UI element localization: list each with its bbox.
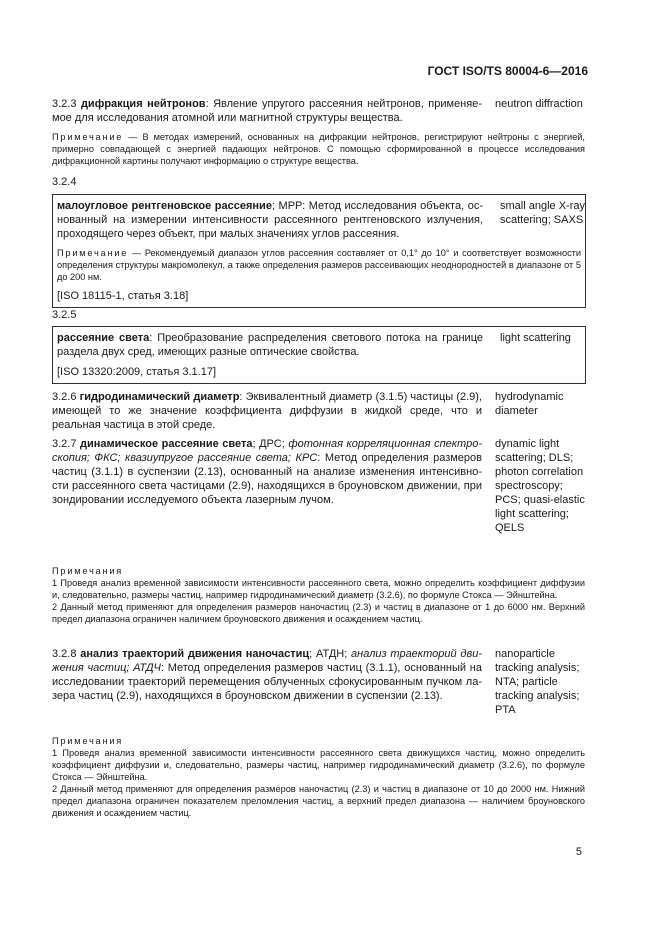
term-note [52, 131, 585, 167]
term-number: 3.2.4 [52, 176, 77, 188]
term-notes [52, 565, 585, 625]
term-note [57, 247, 581, 283]
term-box [52, 194, 586, 308]
term-def-text: : Метод определения размеров частиц (3.1.1), основанный на исследовании траекторий перемещения облученных сфокусированным пучком лазера частиц (2.9), находящихся в броуновском движении в суспензии (2.13). [52, 662, 482, 702]
term-source-ref: [ISO 18115-1, статья 3.18] [57, 290, 189, 302]
term-number: 3.2.5 [52, 309, 77, 321]
term-box [52, 326, 586, 384]
term-def-text: ; МРР: Метод исследования объекта, основанный на измерении интенсивности рассеянного рентгеновского излучения, проходящего через объект, при малых значениях углов рассеяния. [57, 200, 483, 240]
note-text: — Рекомендуемый диапазон углов рассеяния составляет от 0,1° до 10° и соответствует возможности определения структуры макромолекул, а также определения размеров рассеивающих неоднородностей в диапазоне от 5 до 200 нм. [57, 248, 581, 282]
notes-label: Примечания [52, 566, 124, 576]
term-def-text: : Явление упругого рассеяния нейтронов, применяемое для исследования атомной или магнитной структуры вещества. [52, 98, 483, 124]
note-item: 1 Проведя анализ временной зависимости интенсивности рассеянного света движущихся частиц, можно определить коэффициент диффузии и, следовательно, размеры частиц, например гидродинамический диаметр (3.2.6), по формуле Стокса — Эйнштейна. [52, 748, 585, 782]
term-definition [52, 390, 482, 432]
term-number: 3.2.6 [52, 391, 77, 403]
term-english: neutron diffraction [495, 98, 583, 110]
term-3-2-7 [52, 437, 585, 625]
document-header: ГОСТ ISO/TS 80004-6—2016 [427, 64, 588, 78]
term-name: дифракция нейтронов [80, 98, 206, 110]
term-definition [52, 97, 482, 125]
term-number: 3.2.7 [52, 438, 77, 450]
term-english: nanoparticle tracking analysis; NTA; particle tracking analysis; PTA [495, 648, 580, 716]
term-def-text: : Преобразование распределения светового потока на границе раздела двух сред, имеющих разные оптические свойства. [57, 332, 483, 358]
term-definition [52, 437, 482, 507]
term-synonyms: фотонная корреляционная спектроскопия; ФКС; квазиупругое рассеяние света; КРС [52, 438, 483, 464]
term-name: малоугловое рентгеновское рассеяние [57, 200, 272, 212]
term-synonyms: анализ траекторий движения частиц; АТДЧ [52, 648, 483, 674]
term-3-2-3 [52, 97, 585, 167]
note-item: 2 Данный метод применяют для определения размеров наночастиц (2.3) и частиц в диапазоне от 10 до 2000 нм. Нижний предел диапазона ограничен показателем преломления частиц, а верхний предел диапазона — наличием броуновского движения и осаждением частиц. [52, 784, 585, 818]
note-label: Примечание [57, 248, 129, 258]
term-english: dynamic light scattering; DLS; photon correlation spectroscopy; PCS; quasi-elastic light scattering; QELS [495, 438, 585, 534]
term-def-text: : Метод определения размеров частиц (3.1.1) в суспензии (2.13), основанный на анализе изменения интенсивности рассеянного света частицами (2.9), находящихся в броуновском движении, при зондировании исследуемого объекта лазерным лучом. [52, 452, 482, 506]
term-definition [57, 331, 483, 359]
term-3-2-4 [52, 175, 585, 308]
term-definition [52, 647, 482, 703]
term-name: динамическое рассеяние света [80, 438, 253, 450]
term-definition [57, 199, 483, 241]
note-label: Примечание [52, 132, 124, 142]
term-number: 3.2.8 [52, 648, 77, 660]
term-source-ref: [ISO 13320:2009, статья 3.1.17] [57, 366, 217, 378]
note-item: 2 Данный метод применяют для определения размеров наночастиц (2.3) и частиц в диапазоне от 1 до 6000 нм. Верхний предел диапазона ограничен наличием броуновского движения и осаждением частиц. [52, 602, 585, 624]
term-english: small angle X-ray scattering; SAXS [500, 200, 585, 226]
term-name: анализ траекторий движения наночастиц [80, 648, 310, 660]
term-english: hydrodynamic diameter [495, 391, 564, 417]
term-number: 3.2.3 [52, 98, 77, 110]
note-text: — В методах измерений, основанных на дифракции нейтронов, регистрируют нейтроны с энергией, примерно совпадающей с энергией падающих нейтронов. С помощью сформированной в процессе исследования дифракционной картины получают информацию о структуре вещества. [52, 132, 585, 166]
term-notes [52, 735, 585, 819]
note-item: 1 Проведя анализ временной зависимости интенсивности рассеянного света, можно определить коэффициент диффузии и, следовательно, размеры частиц, например гидродинамический диаметр (3.2.6), по формуле Стокса — Эйнштейна. [52, 578, 585, 600]
term-def-text: : Эквивалентный диаметр (3.1.5) частицы (2.9), имеющей то же значение коэффициента диффузии в жидкой среде, что и реальная частица в этой среде. [52, 391, 482, 431]
term-name: гидродинамический диаметр [79, 391, 240, 403]
page-number: 5 [575, 846, 582, 858]
notes-label: Примечания [52, 736, 124, 746]
term-def-text: ; АТДН; [309, 648, 352, 660]
term-english: light scattering [500, 332, 571, 344]
term-name: рассеяние света [57, 332, 150, 344]
term-3-2-6 [52, 390, 585, 432]
term-3-2-8 [52, 647, 585, 819]
term-3-2-5 [52, 308, 585, 384]
term-def-text: ; ДРС; [252, 438, 289, 450]
